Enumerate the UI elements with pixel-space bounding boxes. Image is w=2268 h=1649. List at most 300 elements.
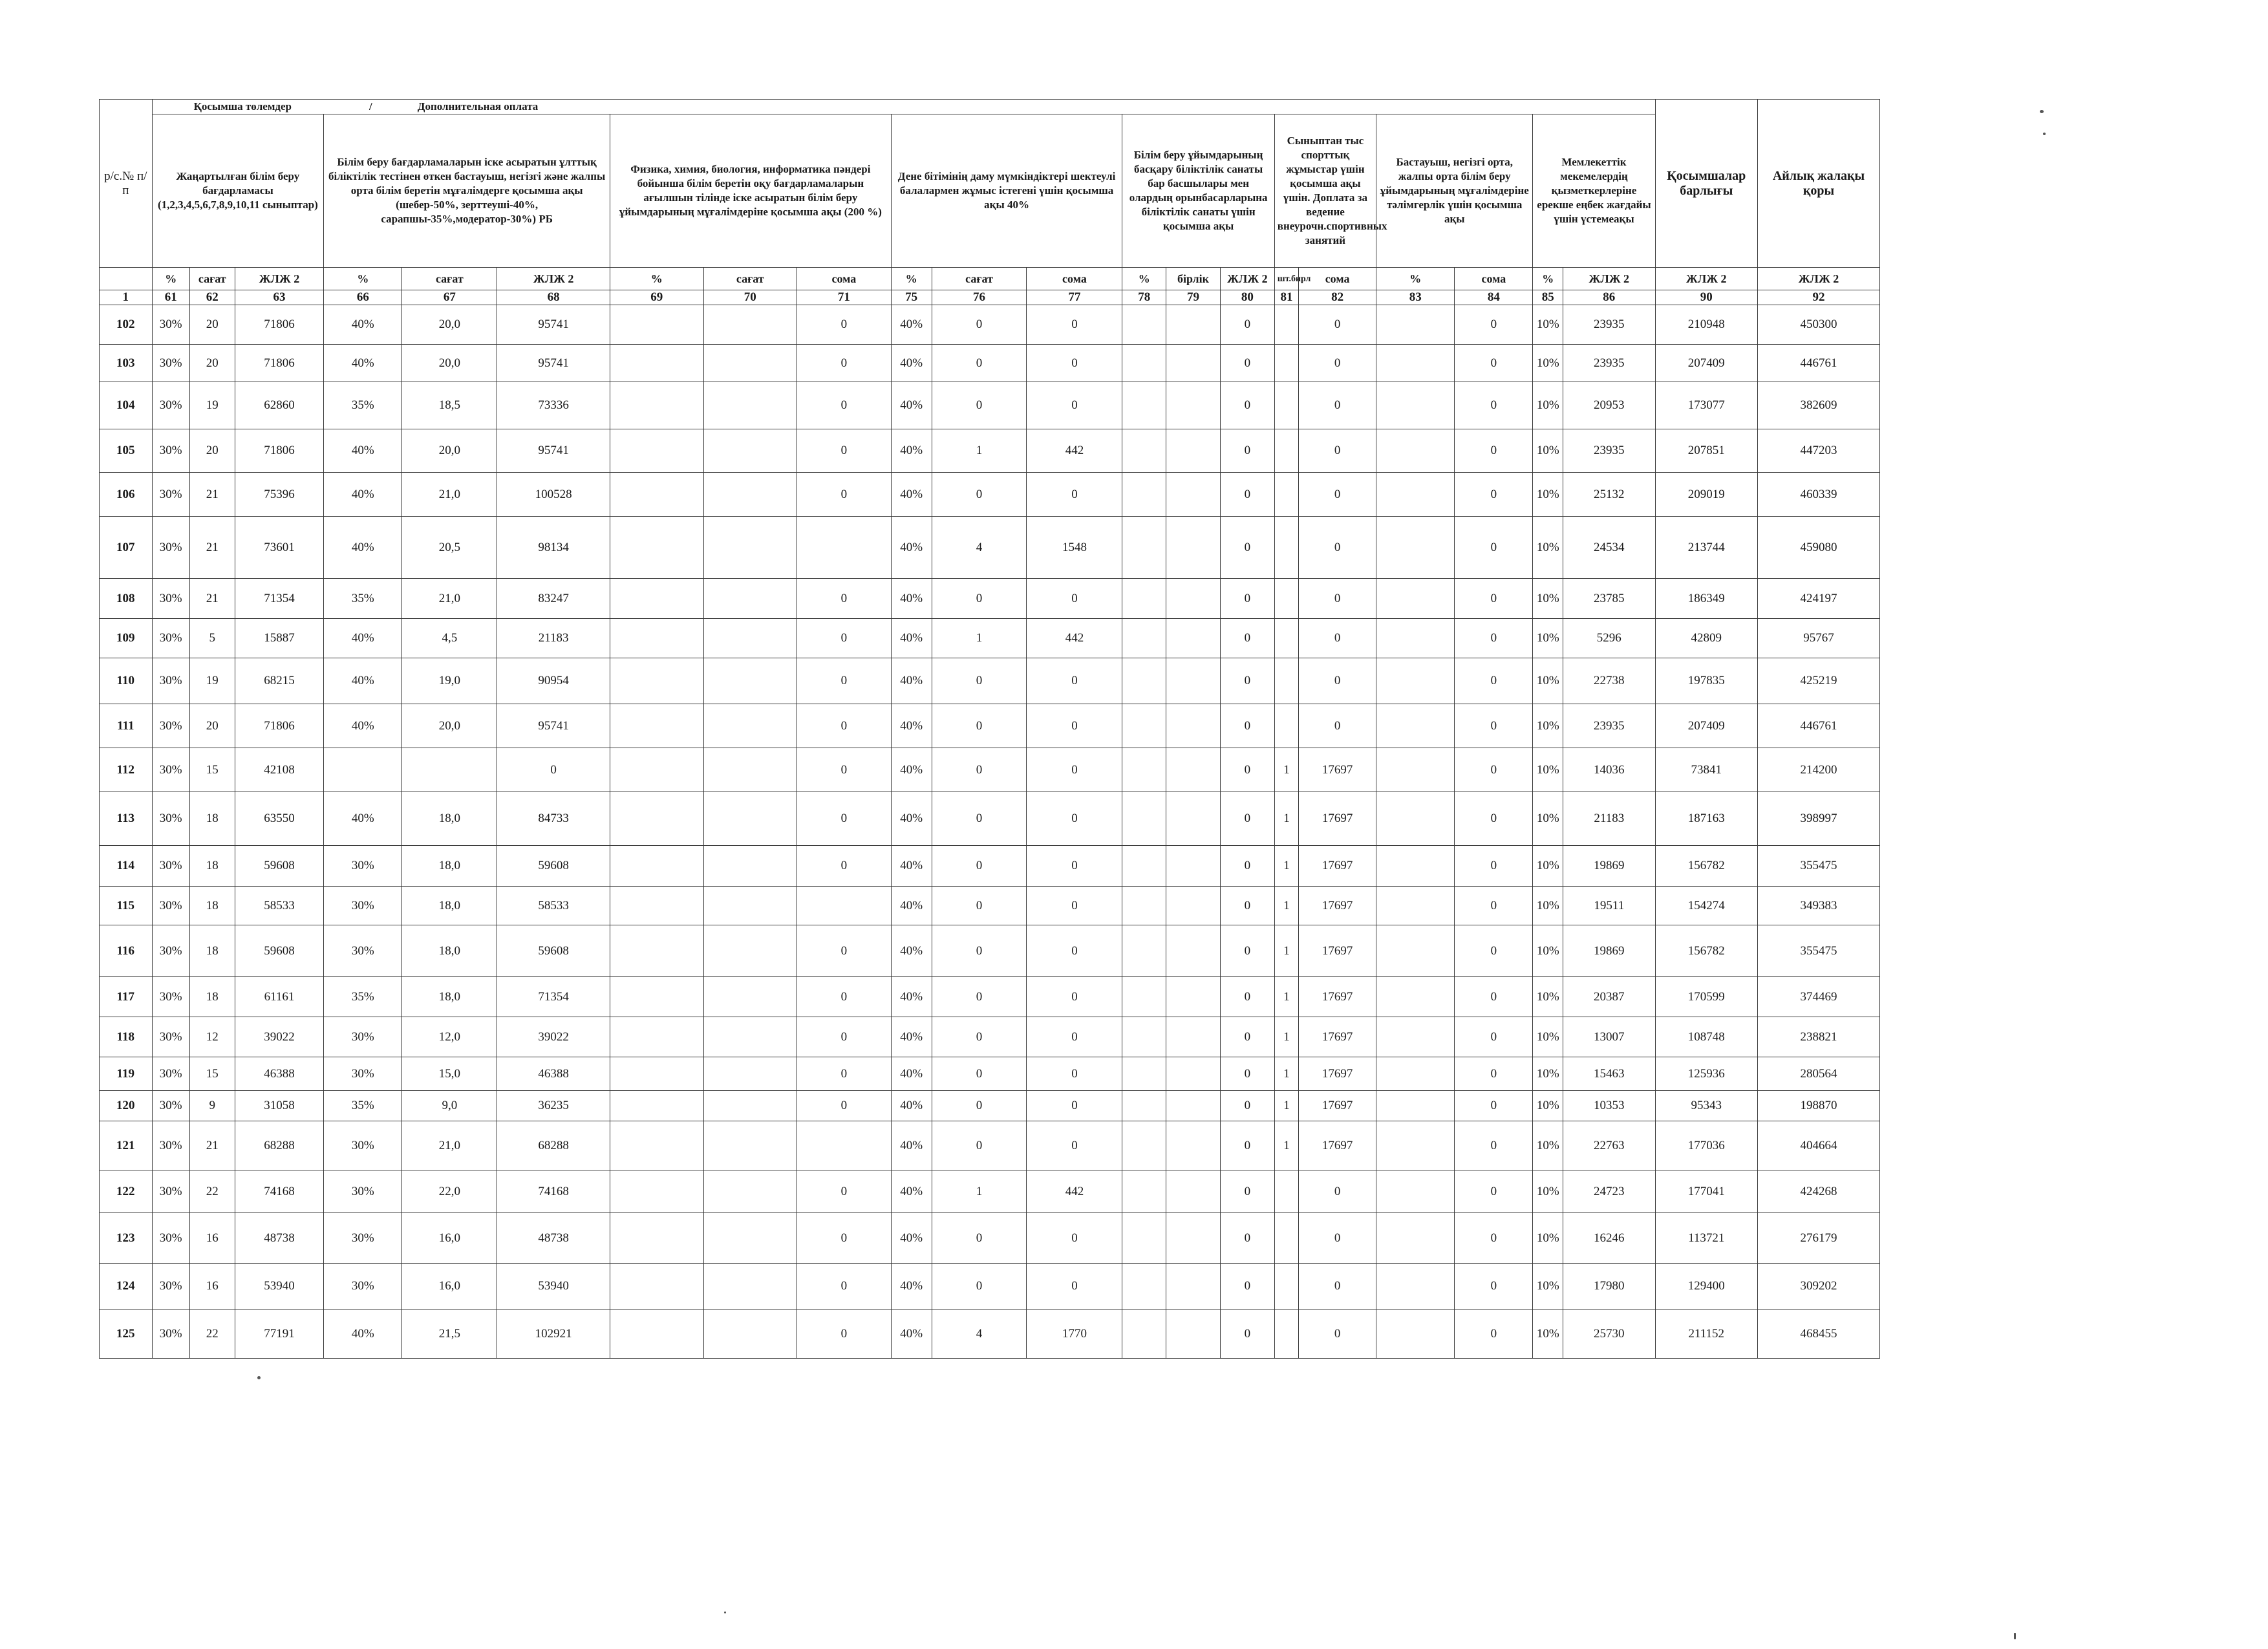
table-cell: 0 xyxy=(1220,429,1274,473)
table-cell: 446761 xyxy=(1758,345,1880,382)
table-row xyxy=(100,704,1880,748)
unit-cell: % xyxy=(1376,268,1455,290)
table-cell: 58533 xyxy=(497,887,610,925)
table-cell: 59608 xyxy=(497,925,610,977)
table-cell: 10% xyxy=(1533,1057,1563,1091)
table-cell: 4,5 xyxy=(402,619,497,658)
table-cell: 30% xyxy=(152,1264,189,1310)
table-cell: 154274 xyxy=(1655,887,1757,925)
table-cell: 0 xyxy=(797,846,892,887)
table-cell xyxy=(610,887,704,925)
table-cell: 309202 xyxy=(1758,1264,1880,1310)
table-cell: 12 xyxy=(189,1017,235,1057)
table-cell: 17697 xyxy=(1299,925,1376,977)
table-cell xyxy=(1376,429,1455,473)
table-cell xyxy=(610,1017,704,1057)
table-cell: 21,0 xyxy=(402,1121,497,1170)
title-kazakh: Қосымша төлемдер xyxy=(193,100,292,113)
column-number-cell: 78 xyxy=(1122,290,1166,305)
table-cell: 40% xyxy=(324,1310,402,1359)
row-number-cell: 110 xyxy=(100,658,153,704)
unit-cell: % xyxy=(1533,268,1563,290)
table-cell: 0 xyxy=(1455,382,1533,429)
table-cell xyxy=(610,1170,704,1213)
table-cell: 10% xyxy=(1533,658,1563,704)
table-cell: 40% xyxy=(324,619,402,658)
table-cell: 0 xyxy=(1455,658,1533,704)
table-cell: 0 xyxy=(1027,1057,1122,1091)
table-cell: 10% xyxy=(1533,887,1563,925)
table-cell: 23785 xyxy=(1563,579,1655,619)
table-cell: 0 xyxy=(1220,1170,1274,1213)
table-cell: 71354 xyxy=(235,579,324,619)
table-cell: 173077 xyxy=(1655,382,1757,429)
table-cell: 30% xyxy=(152,977,189,1017)
table-cell xyxy=(1274,1170,1298,1213)
table-cell: 48738 xyxy=(235,1213,324,1264)
unit-cell-blank xyxy=(100,268,153,290)
table-cell: 0 xyxy=(797,977,892,1017)
table-cell: 42108 xyxy=(235,748,324,792)
table-cell: 35% xyxy=(324,382,402,429)
table-cell xyxy=(1376,1213,1455,1264)
title-separator: / xyxy=(369,100,372,113)
table-cell xyxy=(1122,704,1166,748)
table-cell: 10% xyxy=(1533,1091,1563,1121)
table-cell: 170599 xyxy=(1655,977,1757,1017)
table-cell: 21 xyxy=(189,473,235,517)
table-cell: 0 xyxy=(797,748,892,792)
table-cell: 18 xyxy=(189,887,235,925)
table-cell xyxy=(1376,658,1455,704)
table-cell: 0 xyxy=(932,305,1027,345)
unit-cell: бірлік xyxy=(1166,268,1221,290)
column-number-row xyxy=(100,290,1880,305)
table-body xyxy=(100,305,1880,1359)
table-cell: 207851 xyxy=(1655,429,1757,473)
table-cell: 0 xyxy=(1220,345,1274,382)
table-cell: 40% xyxy=(891,1057,932,1091)
column-number-cell: 80 xyxy=(1220,290,1274,305)
table-cell xyxy=(1122,792,1166,846)
table-cell: 280564 xyxy=(1758,1057,1880,1091)
table-cell: 0 xyxy=(1455,704,1533,748)
table-cell: 71806 xyxy=(235,345,324,382)
table-cell: 20,0 xyxy=(402,704,497,748)
table-cell: 40% xyxy=(891,977,932,1017)
table-cell: 42809 xyxy=(1655,619,1757,658)
table-cell: 10% xyxy=(1533,1170,1563,1213)
table-cell: 0 xyxy=(932,925,1027,977)
table-cell: 14036 xyxy=(1563,748,1655,792)
table-row xyxy=(100,1091,1880,1121)
table-cell: 30% xyxy=(152,1310,189,1359)
unit-cell: сағат xyxy=(189,268,235,290)
table-cell: 0 xyxy=(797,382,892,429)
table-cell: 177036 xyxy=(1655,1121,1757,1170)
table-cell: 0 xyxy=(1027,792,1122,846)
row-number-cell: 122 xyxy=(100,1170,153,1213)
table-cell: 35% xyxy=(324,1091,402,1121)
table-cell: 71806 xyxy=(235,704,324,748)
table-cell: 1770 xyxy=(1027,1310,1122,1359)
table-row xyxy=(100,579,1880,619)
table-cell: 40% xyxy=(891,748,932,792)
table-cell xyxy=(610,1264,704,1310)
table-row xyxy=(100,1017,1880,1057)
table-cell xyxy=(610,1310,704,1359)
group-header-national-test: Білім беру бағдарламаларын іске асыратын ұлттық біліктілік тестінен өткен бастауыш, негізгі және жалпы орта білім беретін мұғалімдерге қосымша ақы (шебер-50%, зерттеуші-40%, сарапшы-35%,модератор-30%) РБ xyxy=(324,114,610,268)
table-cell xyxy=(1376,846,1455,887)
table-cell: 95741 xyxy=(497,704,610,748)
table-cell: 177041 xyxy=(1655,1170,1757,1213)
table-cell xyxy=(703,345,797,382)
table-cell xyxy=(1166,748,1221,792)
table-cell xyxy=(1166,305,1221,345)
table-row xyxy=(100,1121,1880,1170)
table-cell xyxy=(1122,305,1166,345)
group-header-total: Қосымшалар барлығы xyxy=(1655,100,1757,268)
unit-cell: % xyxy=(891,268,932,290)
table-cell: 71806 xyxy=(235,305,324,345)
table-cell: 30% xyxy=(324,1017,402,1057)
table-cell: 1548 xyxy=(1027,517,1122,579)
table-cell xyxy=(610,846,704,887)
table-cell: 30% xyxy=(152,748,189,792)
table-cell: 0 xyxy=(1299,429,1376,473)
table-cell: 77191 xyxy=(235,1310,324,1359)
table-cell xyxy=(1376,1264,1455,1310)
table-cell: 30% xyxy=(152,619,189,658)
table-cell: 16246 xyxy=(1563,1213,1655,1264)
table-cell: 40% xyxy=(324,517,402,579)
table-cell: 30% xyxy=(324,1213,402,1264)
group-header-fund: Айлық жалақы қоры xyxy=(1758,100,1880,268)
table-cell: 0 xyxy=(1220,1310,1274,1359)
table-cell xyxy=(1274,579,1298,619)
table-cell: 19 xyxy=(189,658,235,704)
table-cell xyxy=(1274,305,1298,345)
table-cell: 24534 xyxy=(1563,517,1655,579)
table-cell: 276179 xyxy=(1758,1213,1880,1264)
table-cell: 0 xyxy=(1027,382,1122,429)
table-cell: 40% xyxy=(891,887,932,925)
column-number-cell: 82 xyxy=(1299,290,1376,305)
table-cell: 62860 xyxy=(235,382,324,429)
table-row xyxy=(100,887,1880,925)
table-cell: 0 xyxy=(1455,1091,1533,1121)
row-number-cell: 114 xyxy=(100,846,153,887)
table-cell xyxy=(610,977,704,1017)
table-cell: 68288 xyxy=(497,1121,610,1170)
table-cell xyxy=(1122,977,1166,1017)
table-cell xyxy=(1274,704,1298,748)
column-number-cell: 1 xyxy=(100,290,153,305)
table-cell xyxy=(610,1057,704,1091)
table-cell: 0 xyxy=(1027,846,1122,887)
table-cell: 0 xyxy=(1455,619,1533,658)
table-cell: 0 xyxy=(1027,887,1122,925)
table-cell xyxy=(703,846,797,887)
table-cell: 10353 xyxy=(1563,1091,1655,1121)
table-cell: 0 xyxy=(1455,305,1533,345)
table-cell: 10% xyxy=(1533,925,1563,977)
table-cell xyxy=(703,925,797,977)
table-cell: 17697 xyxy=(1299,977,1376,1017)
table-cell: 40% xyxy=(891,1170,932,1213)
table-cell: 20387 xyxy=(1563,977,1655,1017)
table-cell: 1 xyxy=(1274,1121,1298,1170)
table-cell: 15,0 xyxy=(402,1057,497,1091)
table-cell xyxy=(1122,925,1166,977)
table-cell: 0 xyxy=(1455,1213,1533,1264)
table-cell: 5 xyxy=(189,619,235,658)
table-cell xyxy=(1166,1091,1221,1121)
row-number-cell: 123 xyxy=(100,1213,153,1264)
table-cell xyxy=(610,658,704,704)
table-cell: 20,0 xyxy=(402,345,497,382)
table-cell: 84733 xyxy=(497,792,610,846)
table-cell xyxy=(1376,473,1455,517)
table-cell: 90954 xyxy=(497,658,610,704)
table-cell: 9,0 xyxy=(402,1091,497,1121)
table-cell xyxy=(1376,887,1455,925)
table-cell: 22763 xyxy=(1563,1121,1655,1170)
table-row xyxy=(100,619,1880,658)
table-cell: 0 xyxy=(1220,704,1274,748)
table-cell xyxy=(703,579,797,619)
table-row xyxy=(100,658,1880,704)
table-cell: 1 xyxy=(1274,792,1298,846)
table-cell xyxy=(1166,1170,1221,1213)
scan-speck xyxy=(257,1376,261,1379)
table-cell: 18,0 xyxy=(402,977,497,1017)
table-cell: 0 xyxy=(1299,619,1376,658)
table-cell xyxy=(402,748,497,792)
table-cell xyxy=(703,748,797,792)
table-cell: 21 xyxy=(189,579,235,619)
scan-speck xyxy=(724,1611,726,1613)
table-cell xyxy=(610,704,704,748)
table-cell: 1 xyxy=(1274,1057,1298,1091)
table-cell: 46388 xyxy=(497,1057,610,1091)
table-cell: 18 xyxy=(189,925,235,977)
table-cell: 40% xyxy=(891,429,932,473)
row-number-cell: 115 xyxy=(100,887,153,925)
table-cell: 16 xyxy=(189,1213,235,1264)
table-cell: 0 xyxy=(1220,792,1274,846)
table-row xyxy=(100,977,1880,1017)
unit-cell: сома xyxy=(1455,268,1533,290)
table-cell: 207409 xyxy=(1655,345,1757,382)
table-cell: 22 xyxy=(189,1170,235,1213)
table-cell: 1 xyxy=(932,429,1027,473)
table-cell xyxy=(1376,748,1455,792)
table-cell: 1 xyxy=(1274,1017,1298,1057)
table-cell: 0 xyxy=(797,658,892,704)
title-russian: Дополнительная оплата xyxy=(417,100,539,113)
table-cell: 102921 xyxy=(497,1310,610,1359)
table-cell xyxy=(610,1121,704,1170)
table-cell xyxy=(1122,1310,1166,1359)
table-cell xyxy=(610,619,704,658)
row-number-cell: 121 xyxy=(100,1121,153,1170)
table-cell: 238821 xyxy=(1758,1017,1880,1057)
table-cell: 0 xyxy=(1455,977,1533,1017)
table-cell: 0 xyxy=(1027,345,1122,382)
table-cell xyxy=(703,619,797,658)
table-cell: 213744 xyxy=(1655,517,1757,579)
table-cell: 0 xyxy=(797,1264,892,1310)
scan-speck xyxy=(2014,1633,2016,1639)
table-cell: 0 xyxy=(1027,1121,1122,1170)
table-cell: 16,0 xyxy=(402,1264,497,1310)
table-cell: 53940 xyxy=(497,1264,610,1310)
table-cell: 21 xyxy=(189,517,235,579)
column-number-cell: 76 xyxy=(932,290,1027,305)
table-cell: 459080 xyxy=(1758,517,1880,579)
column-number-cell: 69 xyxy=(610,290,704,305)
table-cell: 68215 xyxy=(235,658,324,704)
table-cell: 40% xyxy=(324,792,402,846)
table-cell: 0 xyxy=(932,658,1027,704)
table-cell xyxy=(1376,1310,1455,1359)
table-cell: 450300 xyxy=(1758,305,1880,345)
scan-speck xyxy=(2043,133,2046,135)
table-cell: 40% xyxy=(891,619,932,658)
table-cell: 74168 xyxy=(497,1170,610,1213)
table-cell: 18,0 xyxy=(402,846,497,887)
table-cell: 18 xyxy=(189,977,235,1017)
table-cell: 40% xyxy=(891,1017,932,1057)
table-cell: 40% xyxy=(891,473,932,517)
table-cell: 40% xyxy=(324,429,402,473)
table-cell: 22,0 xyxy=(402,1170,497,1213)
table-cell xyxy=(1122,1091,1166,1121)
table-cell: 18,0 xyxy=(402,925,497,977)
table-cell: 98134 xyxy=(497,517,610,579)
column-number-cell: 63 xyxy=(235,290,324,305)
table-cell xyxy=(1376,305,1455,345)
additional-payments-table xyxy=(99,99,1880,1359)
table-cell xyxy=(1376,1017,1455,1057)
table-cell xyxy=(1376,517,1455,579)
table-cell: 48738 xyxy=(497,1213,610,1264)
table-cell: 30% xyxy=(152,1017,189,1057)
table-cell xyxy=(1166,1213,1221,1264)
table-cell: 35% xyxy=(324,579,402,619)
table-cell: 17697 xyxy=(1299,887,1376,925)
table-cell: 0 xyxy=(1220,1213,1274,1264)
table-cell: 21183 xyxy=(1563,792,1655,846)
table-cell: 12,0 xyxy=(402,1017,497,1057)
table-cell: 0 xyxy=(797,619,892,658)
table-cell: 0 xyxy=(1027,1264,1122,1310)
table-cell: 46388 xyxy=(235,1057,324,1091)
table-cell xyxy=(1274,517,1298,579)
table-cell: 31058 xyxy=(235,1091,324,1121)
column-number-cell: 61 xyxy=(152,290,189,305)
table-cell: 0 xyxy=(932,846,1027,887)
table-cell: 0 xyxy=(1027,658,1122,704)
table-row xyxy=(100,1310,1880,1359)
unit-cell: шт.бирл xyxy=(1274,268,1298,290)
table-cell: 39022 xyxy=(235,1017,324,1057)
table-cell: 16 xyxy=(189,1264,235,1310)
table-cell xyxy=(1166,658,1221,704)
table-cell: 30% xyxy=(152,925,189,977)
table-cell: 187163 xyxy=(1655,792,1757,846)
table-cell: 18,5 xyxy=(402,382,497,429)
table-cell: 19 xyxy=(189,382,235,429)
table-cell: 35% xyxy=(324,977,402,1017)
table-cell: 17697 xyxy=(1299,792,1376,846)
row-number-cell: 124 xyxy=(100,1264,153,1310)
table-cell xyxy=(703,429,797,473)
table-cell: 0 xyxy=(1299,579,1376,619)
table-cell: 40% xyxy=(891,846,932,887)
table-cell xyxy=(610,792,704,846)
table-cell: 39022 xyxy=(497,1017,610,1057)
row-number-cell: 120 xyxy=(100,1091,153,1121)
table-cell: 100528 xyxy=(497,473,610,517)
table-cell: 13007 xyxy=(1563,1017,1655,1057)
group-header-sports: Сыныптан тыс спорттық жұмыстар үшін қосымша ақы үшін. Доплата за ведение внеурочн.спортивных занятий xyxy=(1274,114,1376,268)
table-cell: 19869 xyxy=(1563,846,1655,887)
table-cell xyxy=(1274,1310,1298,1359)
table-cell: 0 xyxy=(1455,1264,1533,1310)
table-cell: 468455 xyxy=(1758,1310,1880,1359)
table-cell: 75396 xyxy=(235,473,324,517)
table-cell: 0 xyxy=(1220,658,1274,704)
table-cell xyxy=(1274,473,1298,517)
column-number-cell: 81 xyxy=(1274,290,1298,305)
table-cell: 0 xyxy=(1455,748,1533,792)
column-number-cell: 83 xyxy=(1376,290,1455,305)
column-number-cell: 85 xyxy=(1533,290,1563,305)
table-cell xyxy=(1376,977,1455,1017)
table-cell: 95343 xyxy=(1655,1091,1757,1121)
column-number-cell: 68 xyxy=(497,290,610,305)
table-cell xyxy=(703,792,797,846)
unit-cell: % xyxy=(1122,268,1166,290)
table-cell: 0 xyxy=(932,1091,1027,1121)
table-cell: 0 xyxy=(1455,846,1533,887)
table-cell xyxy=(1274,619,1298,658)
table-cell: 0 xyxy=(1455,887,1533,925)
table-cell: 30% xyxy=(152,1213,189,1264)
table-cell: 30% xyxy=(152,382,189,429)
table-cell: 71354 xyxy=(497,977,610,1017)
table-row xyxy=(100,305,1880,345)
table-cell: 0 xyxy=(1027,748,1122,792)
table-cell: 30% xyxy=(152,305,189,345)
table-cell xyxy=(1122,1213,1166,1264)
table-cell: 0 xyxy=(797,579,892,619)
table-cell: 442 xyxy=(1027,619,1122,658)
table-cell: 17980 xyxy=(1563,1264,1655,1310)
table-cell: 40% xyxy=(324,658,402,704)
table-cell: 125936 xyxy=(1655,1057,1757,1091)
table-cell: 0 xyxy=(797,429,892,473)
table-cell xyxy=(703,1121,797,1170)
column-number-cell: 70 xyxy=(703,290,797,305)
table-cell: 0 xyxy=(932,473,1027,517)
scan-speck xyxy=(2040,110,2044,113)
unit-cell: ЖЛЖ 2 xyxy=(1220,268,1274,290)
table-cell: 20,0 xyxy=(402,429,497,473)
table-row xyxy=(100,1170,1880,1213)
